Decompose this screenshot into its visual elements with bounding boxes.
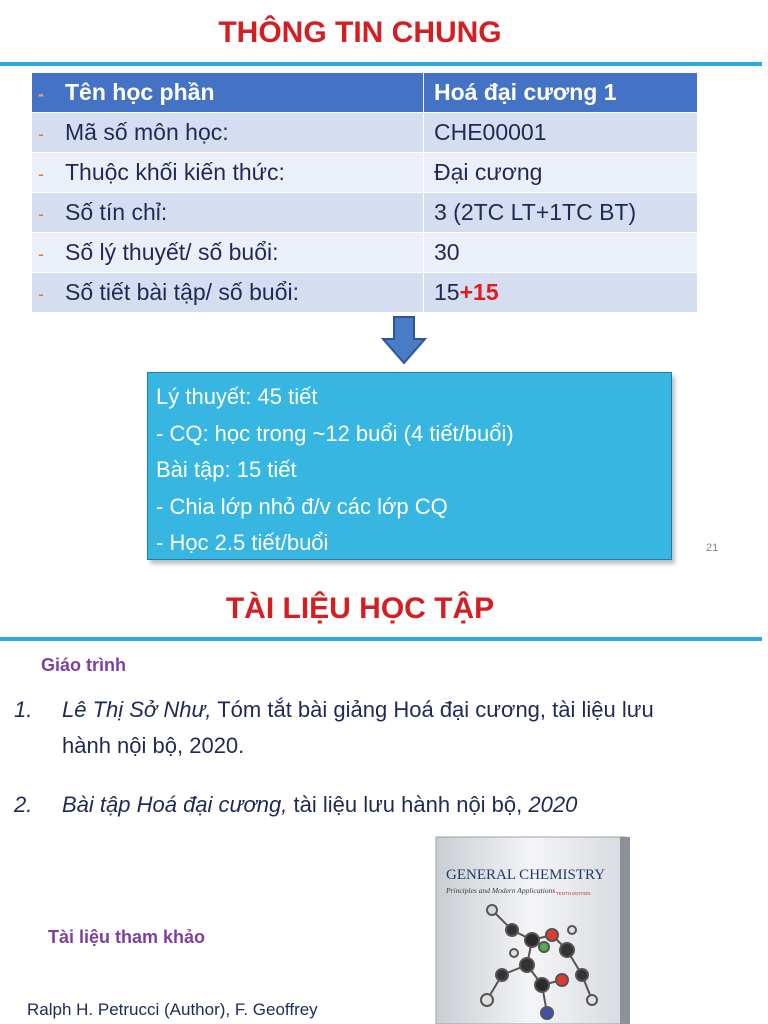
row-label: Số tiết bài tập/ số buổi: — [65, 279, 299, 305]
row-value: CHE00001 — [424, 113, 698, 153]
ref-text: Tóm tắt bài giảng Hoá đại cương, tài liệu lưu — [211, 697, 654, 722]
slide1-title: THÔNG TIN CHUNG — [218, 16, 502, 49]
ref-author: Lê Thị Sở Như, — [62, 697, 212, 722]
row-value: 3 (2TC LT+1TC BT) — [424, 193, 698, 233]
row-value: Đại cương — [424, 153, 698, 193]
row-value: Hoá đại cương 1 — [424, 73, 698, 113]
callout-line: - CQ: học trong ~12 buổi (4 tiết/buổi) — [156, 420, 514, 446]
ref-text-cont: hành nội bộ, 2020. — [62, 733, 245, 758]
table-row: - Mã số môn học: CHE00001 — [32, 113, 697, 153]
ref-year: 2020 — [528, 792, 578, 817]
table-row: - Số tiết bài tập/ số buổi: 15+15 — [32, 273, 697, 313]
callout-line: - Chia lớp nhỏ đ/v các lớp CQ — [156, 493, 448, 519]
table-row: - Số tín chỉ: 3 (2TC LT+1TC BT) — [32, 193, 697, 233]
reference-author: Ralph H. Petrucci (Author), F. Geoffrey — [27, 1000, 318, 1019]
reference-item — [14, 692, 654, 764]
table-row: - Số lý thuyết/ số buổi: 30 — [32, 233, 697, 273]
reference-item — [14, 787, 577, 823]
row-label: Số tín chỉ: — [65, 199, 168, 225]
table-row: - Thuộc khối kiến thức: Đại cương — [32, 153, 697, 193]
ref-number: 2. — [14, 792, 33, 817]
course-info-table — [32, 73, 697, 313]
down-arrow-icon — [380, 315, 428, 367]
book-edition: TENTH EDITION — [556, 891, 591, 896]
table-row: - Tên học phần Hoá đại cương 1 — [32, 73, 697, 113]
row-value: 15 — [434, 279, 460, 305]
title-underline — [0, 62, 762, 66]
callout-line: Lý thuyết: 45 tiết — [156, 384, 318, 409]
page-number: 21 — [706, 542, 719, 554]
row-value: 30 — [424, 233, 698, 273]
book-subtitle: Principles and Modern Applications — [446, 886, 556, 895]
callout-line: - Học 2.5 tiết/buổi — [156, 530, 329, 555]
row-label: Số lý thuyết/ số buổi: — [65, 239, 279, 265]
textbook-heading: Giáo trình — [41, 655, 126, 675]
ref-title: Bài tập Hoá đại cương, — [62, 792, 288, 817]
ref-number: 1. — [14, 697, 33, 722]
reference-heading: Tài liệu tham khảo — [48, 927, 206, 947]
summary-callout — [147, 372, 672, 560]
row-label: Thuộc khối kiến thức: — [65, 159, 285, 185]
book-title: GENERAL CHEMISTRY — [446, 867, 606, 883]
book-cover — [432, 835, 632, 1024]
row-label: Mã số môn học: — [65, 119, 229, 145]
slide2-title: TÀI LIỆU HỌC TẬP — [225, 592, 495, 625]
row-label: Tên học phần — [65, 79, 215, 105]
callout-line: Bài tập: 15 tiết — [156, 457, 297, 482]
title-underline — [0, 637, 762, 641]
row-value-extra: +15 — [459, 279, 499, 305]
ref-text: tài liệu lưu hành nội bộ, — [287, 792, 529, 817]
